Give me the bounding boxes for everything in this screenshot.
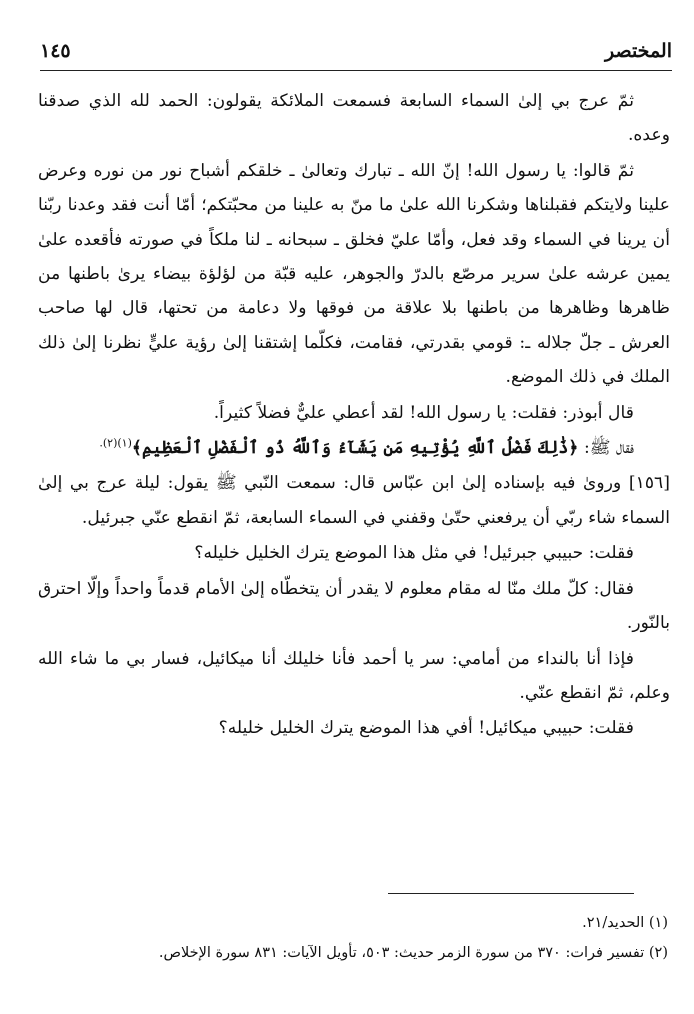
footnotes: [38, 908, 668, 968]
paragraph: فقلت: حبيبي جبرئيل! في مثل هذا الموضع يترك الخليل خليله؟: [194, 543, 634, 564]
hadith-number: [١٥٦]: [628, 473, 671, 494]
page-header: [40, 38, 672, 78]
footnote: (١) الحديد/٢١.: [582, 915, 668, 931]
paragraph: فقال: كلّ ملك منّا له مقام معلوم لا يقدر أن يتخطّاه إلىٰ الأمام قدماً واحداً وإلّا احترق بالنّور.: [38, 578, 670, 634]
running-title: المختصر: [604, 40, 672, 62]
footnote-refs: (١)(٢).: [99, 436, 132, 450]
paragraph: فقلت: حبيبي ميكائيل! أفي هذا الموضع يترك الخليل خليله؟: [218, 718, 634, 739]
quran-prefix: فقال ﷺ:: [578, 438, 634, 459]
page-number: ١٤٥: [40, 40, 71, 62]
hadith-paragraph: [38, 466, 670, 535]
paragraph: فإذا أنا بالنداء من أمامي: سر يا أحمد فأنا خليلك أنا ميكائيل، فسار بي ما شاء الله وعلم، ثمّ انقطع عنّي.: [38, 648, 670, 703]
page-body: [38, 84, 670, 747]
paragraph: ثمّ قالوا: يا رسول الله! إنّ الله ـ تبارك وتعالىٰ ـ خلقكم أشباح نور من نوره وعرض علينا ولايتكم فقبلناها وشكرنا الله علىٰ ما منّ به علينا من محبّتكم؛ أمّا أنت فقد وعدنا ربّنا أن يرينا في السماء وقد فعل، وأمّا عليّ فخلق ـ سبحانه ـ لنا ملكاً في صورته فأقعده علىٰ يمين عرشه علىٰ سرير مرصّع بالدرّ والجوهر، عليه قبّة من لؤلؤة بيضاء يرىٰ باطنها من ظاهرها وظاهرها من باطنها بلا علاقة من فوقها ولا دعامة من تحتها، قال لها صاحب العرش ـ جلّ جلاله ـ: قومي بقدرتي، فقامت، فكلّما إشتقنا إلىٰ رؤية عليٍّ نظرنا إلىٰ ذلك الملك في ذلك الموضع.: [38, 160, 670, 388]
paragraph: ثمّ عرج بي إلىٰ السماء السابعة فسمعت الملائكة يقولون: الحمد لله الذي صدقنا وعده.: [38, 91, 670, 146]
header-rule: [40, 70, 672, 71]
paragraph: قال أبوذر: فقلت: يا رسول الله! لقد أعطي عليٌّ فضلاً كثيراً.: [213, 402, 634, 423]
footnote-rule: [388, 893, 634, 894]
hadith-text: ورویٰ فيه بإسناده إلىٰ ابن عبّاس قال: سمعت النّبي ﷺ يقول: ليلة عرج بي إلىٰ السماء شاء ربّي أن يرفعني حتّىٰ وقفني في السماء السابعة، ثمّ انقطع عنّي جبرئيل.: [38, 473, 670, 528]
quran-paragraph: [38, 431, 670, 465]
quran-verse: ﴿ذَٰلِكَ فَضْلُ ٱللَّهِ يُؤْتِيهِ مَن يَشَآءُ وَٱللَّهُ ذُو ٱلْفَضْلِ ٱلْعَظِيمِ﴾: [131, 438, 579, 459]
footnote: (٢) تفسير فرات: ٣٧٠ من سورة الزمر حديث: ٥٠٣، تأويل الآيات: ٨٣١ سورة الإخلاص.: [158, 945, 668, 961]
